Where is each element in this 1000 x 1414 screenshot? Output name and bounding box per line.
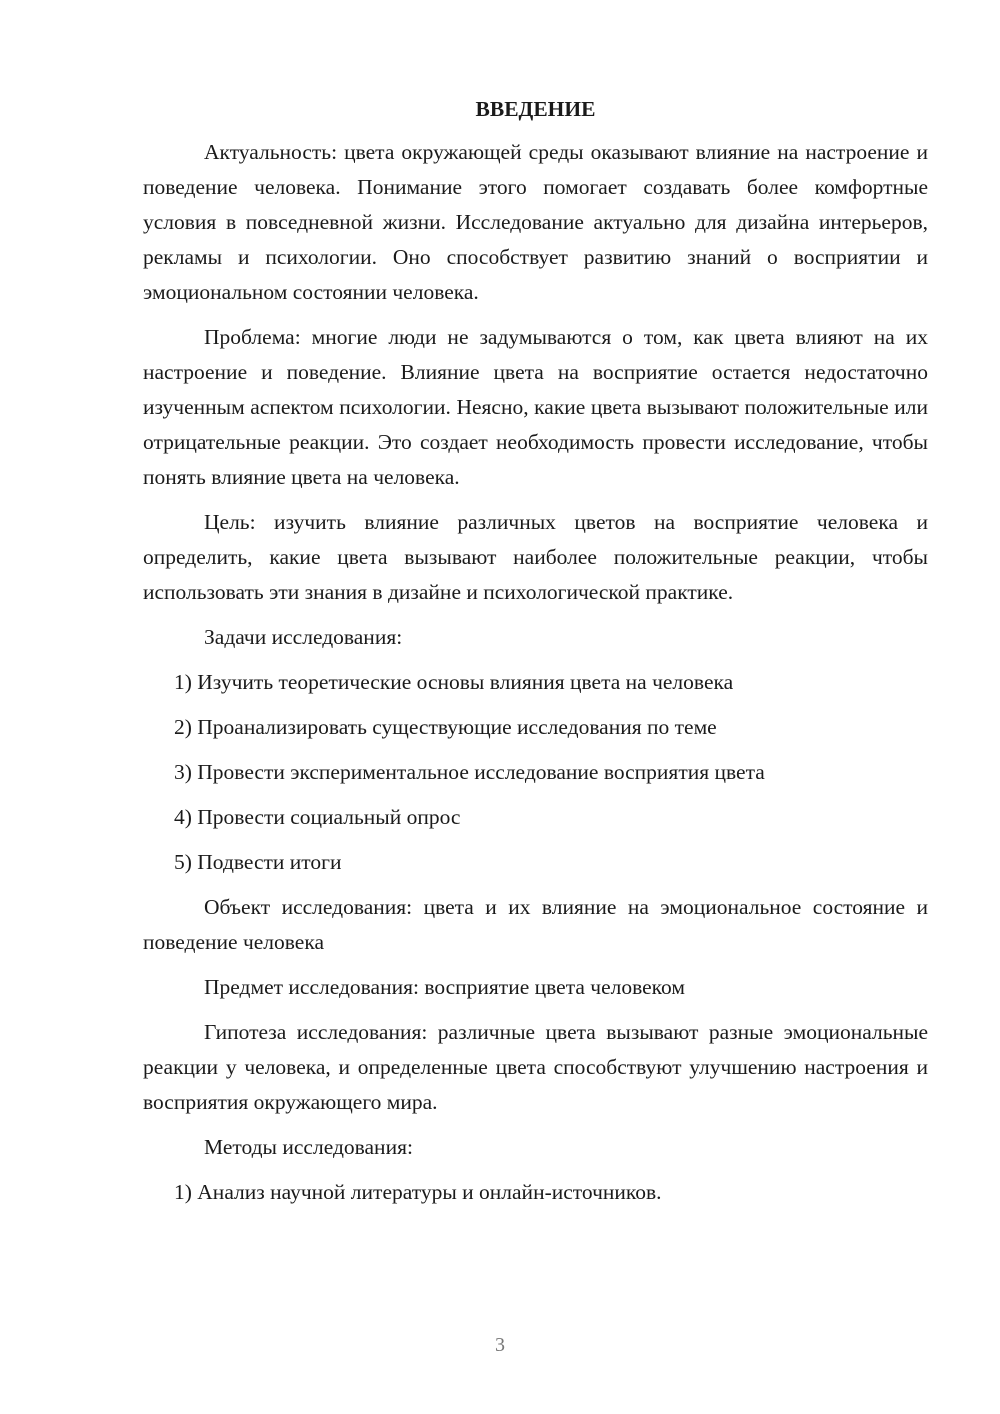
list-item: 2) Проанализировать существующие исследования по теме bbox=[174, 715, 717, 739]
page-heading: ВВЕДЕНИЕ bbox=[475, 97, 596, 121]
hypothesis-paragraph: Гипотеза исследования: различные цвета вызывают разные эмоциональные реакции у человека, и определенные цвета способствуют улучшению настроения и восприятия окружающего мира. bbox=[143, 1020, 928, 1114]
methods-list bbox=[143, 1175, 928, 1210]
list-item: 1) Изучить теоретические основы влияния цвета на человека bbox=[174, 670, 734, 694]
list-item: 5) Подвести итоги bbox=[174, 850, 342, 874]
problem-paragraph: Проблема: многие люди не задумываются о том, как цвета влияют на их настроение и поведение. Влияние цвета на восприятие остается недостаточно изученным аспектом психологии. Неясно, какие цвета вызывают положительные или отрицательные реакции. Это создает необходимость провести исследование, чтобы понять влияние цвета на человека. bbox=[143, 325, 928, 489]
tasks-title: Задачи исследования: bbox=[204, 625, 403, 649]
methods-title: Методы исследования: bbox=[204, 1135, 413, 1159]
page-content bbox=[143, 92, 928, 1220]
list-item: 1) Анализ научной литературы и онлайн-источников. bbox=[174, 1180, 662, 1204]
subject-paragraph: Предмет исследования: восприятие цвета человеком bbox=[204, 975, 685, 999]
page-number: 3 bbox=[495, 1334, 505, 1356]
goal-paragraph: Цель: изучить влияние различных цветов на восприятие человека и определить, какие цвета вызывают наиболее положительные реакции, чтобы использовать эти знания в дизайне и психологической практике. bbox=[143, 510, 928, 604]
tasks-list bbox=[143, 665, 928, 880]
list-item: 3) Провести экспериментальное исследование восприятия цвета bbox=[174, 760, 765, 784]
object-paragraph: Объект исследования: цвета и их влияние на эмоциональное состояние и поведение человека bbox=[143, 895, 928, 954]
list-item: 4) Провести социальный опрос bbox=[174, 805, 461, 829]
relevance-paragraph: Актуальность: цвета окружающей среды оказывают влияние на настроение и поведение человека. Понимание этого помогает создавать более комфортные условия в повседневной жизни. Исследование актуально для дизайна интерьеров, рекламы и психологии. Оно способствует развитию знаний о восприятии и эмоциональном состоянии человека. bbox=[143, 140, 928, 304]
